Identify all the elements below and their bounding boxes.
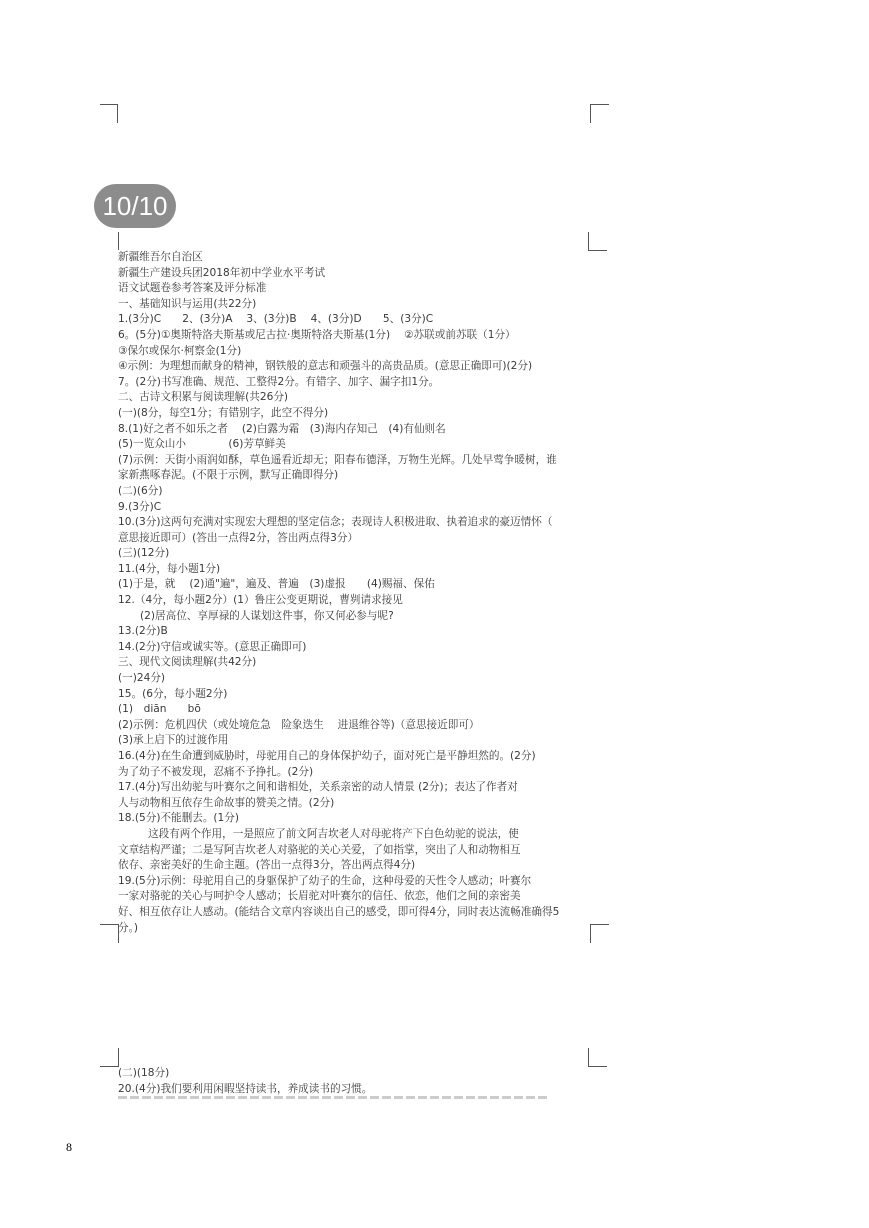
text-line: 16.(4分)在生命遭到威胁时，母驼用自己的身体保护幼子，面对死亡是平静坦然的。(2分)	[118, 750, 536, 762]
crop-mark	[100, 1048, 119, 1067]
text-line: 15。(6分，每小题2分)	[118, 687, 228, 700]
text-line: 意思接近即可）(答出一点得2分，答出两点得3分）	[118, 531, 359, 544]
text-line: 9.(3分)C	[118, 500, 162, 513]
text-line: 新疆生产建设兵团2018年初中学业水平考试	[118, 266, 326, 279]
crop-mark	[100, 104, 118, 123]
text-line: 好、相互依存让人感动。(能结合文章内容谈出自己的感受，即可得4分，同时表达流畅准确得5	[118, 905, 560, 918]
text-line: 二、古诗文积累与阅读理解(共26分)	[118, 391, 289, 404]
text-line: 6。(5分)①奥斯特洛夫斯基或尼古拉·奥斯特洛夫斯基(1分) ②苏联或前苏联（1分）	[118, 328, 516, 341]
cut-off-text-line	[118, 1094, 548, 1102]
answer-key-continuation	[118, 1066, 588, 1097]
text-line: ③保尔或保尔·柯察金(1分)	[118, 344, 242, 357]
text-line: 文章结构严谨；二是写阿吉坎老人对骆驼的关心关爱，了如指掌，突出了人和动物相互	[118, 843, 521, 856]
text-line: 依存、亲密美好的生命主题。(答出一点得3分，答出两点得4分)	[118, 859, 416, 872]
text-line: 8.(1)好之者不如乐之者 (2)白露为霜 (3)海内存知己 (4)有仙则名	[118, 422, 446, 435]
text-line: 17.(4分)写出幼驼与叶赛尔之间和谐相处，关系亲密的动人情景 (2分)；表达了作者对	[118, 781, 518, 794]
text-line: 10.(3分)这两句充满对实现宏大理想的坚定信念；表现诗人积极进取、执着追求的豪迈情怀（	[118, 516, 553, 529]
text-line: (1) diān bō	[118, 703, 201, 716]
text-line: (二)(6分)	[118, 484, 163, 497]
text-line: 18.(5分)不能删去。(1分)	[118, 812, 240, 825]
crop-mark	[588, 232, 607, 251]
page-indicator-badge: 10/10	[94, 184, 176, 228]
crop-mark	[590, 104, 609, 123]
crop-mark	[590, 924, 609, 943]
text-line: 为了幼子不被发现，忍痛不予挣扎。(2分)	[118, 765, 314, 778]
text-line: 14.(2分)守信或诚实等。(意思正确即可)	[118, 640, 307, 653]
text-line: (一)24分)	[118, 672, 166, 685]
text-line: (一)(8分，每空1分；有错别字，此空不得分)	[118, 406, 329, 419]
text-line: 三、现代文阅读理解(共42分)	[118, 656, 257, 669]
text-line: 12.（4分，每小题2分）(1）鲁庄公变更期说，曹刿请求接见	[118, 594, 403, 607]
text-line: 一家对骆驼的关心与呵护令人感动；长眉驼对叶赛尔的信任、依恋，他们之间的亲密美	[118, 890, 521, 903]
text-line: (5)一览众山小 (6)芳草鲜美	[118, 438, 286, 451]
text-line: (7)示例：天街小雨润如酥，草色遥看近却无；阳春布德泽，万物生光辉。几处早莺争暖树，谁	[118, 453, 557, 466]
text-line: 19.(5分)示例：母驼用自己的身躯保护了幼子的生命，这种母爱的天性令人感动；叶赛尔	[118, 874, 532, 887]
text-line: 13.(2分)B	[118, 625, 168, 638]
text-line: 分。)	[118, 921, 139, 934]
text-line: 一、基础知识与运用(共22分)	[118, 297, 257, 310]
text-line: 7。(2分)书写准确、规范、工整得2分。有错字、加字、漏字扣1分。	[118, 375, 440, 388]
text-line: 新疆维吾尔自治区	[118, 251, 203, 263]
text-line: 人与动物相互依存生命故事的赞美之情。(2分)	[118, 796, 335, 809]
crop-mark	[100, 232, 119, 250]
page-number: 8	[66, 1140, 72, 1154]
text-line: 11.(4分，每小题1分)	[118, 562, 221, 575]
text-line: 1.(3分)C 2、(3分)A 3、(3分)B 4、(3分)D 5、(3分)C	[118, 313, 434, 326]
crop-mark	[588, 1048, 607, 1067]
text-line: 20.(4分)我们要利用闲暇坚持读书，养成读书的习惯。	[118, 1082, 373, 1095]
text-line: (2)示例：危机四伏（或处境危急 险象迭生 进退维谷等)（意思接近即可）	[118, 718, 480, 731]
text-line: ④示例：为理想而献身的精神，钢铁般的意志和顽强斗的高贵品质。(意思正确即可)(2分)	[118, 360, 533, 373]
text-line: (3)承上启下的过渡作用	[118, 734, 229, 747]
answer-key-body	[118, 250, 588, 936]
text-line: (三)(12分)	[118, 547, 170, 560]
text-line: (1)于是，就 (2)通"遍"，遍及、普遍 (3)虚报 (4)赐福、保佑	[118, 578, 435, 591]
text-line: 这段有两个作用，一是照应了前文阿吉坎老人对母驼将产下白色幼驼的说法，使	[148, 827, 519, 840]
crop-mark	[100, 924, 119, 943]
text-line: 家新燕啄春泥。(不限于示例，默写正确即得分)	[118, 469, 339, 482]
text-line: (2)居高位、享厚禄的人谋划这件事，你又何必参与呢?	[140, 609, 394, 622]
text-line: 语文试题卷参考答案及评分标准	[118, 282, 267, 295]
text-line: (二)(18分)	[118, 1067, 170, 1079]
